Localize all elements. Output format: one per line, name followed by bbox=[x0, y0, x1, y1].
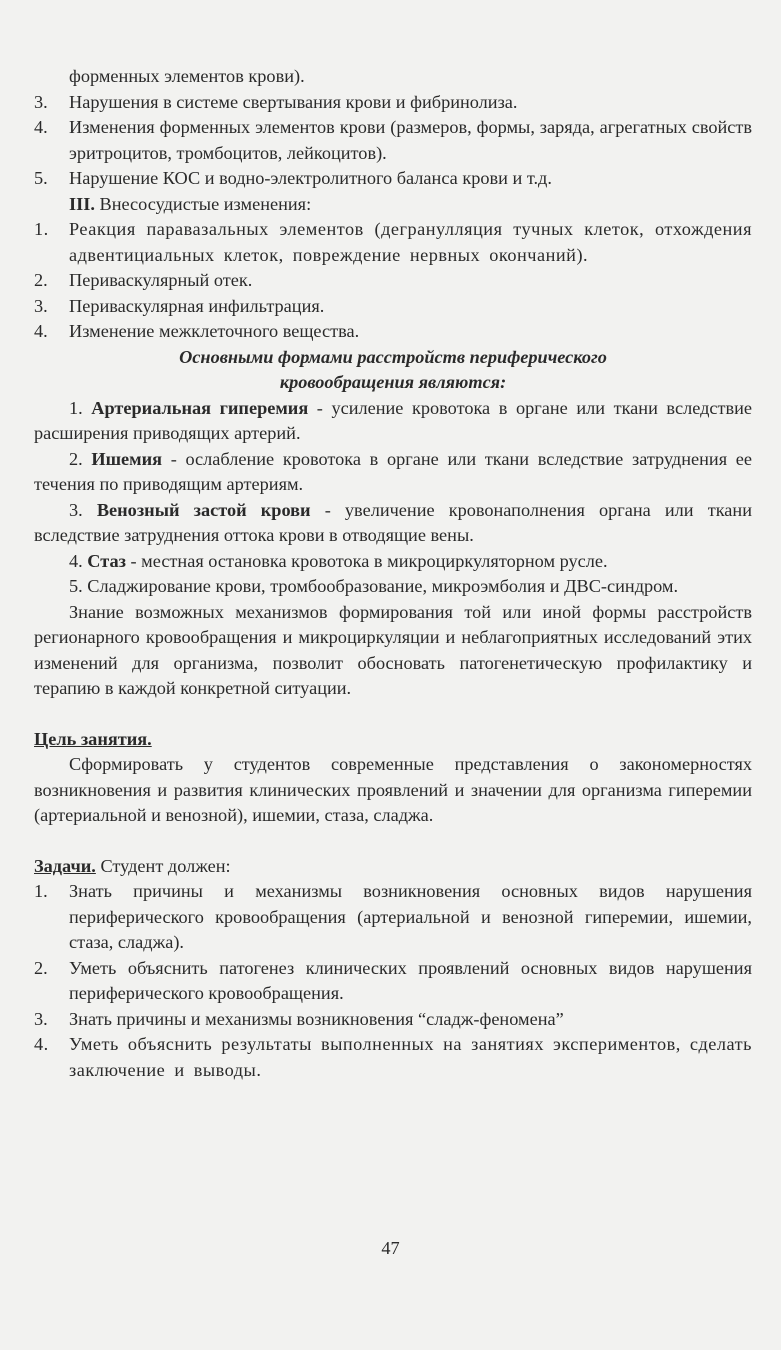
form-desc: - местная остановка кровотока в микроциркуляторном русле. bbox=[125, 550, 608, 571]
list-item bbox=[34, 115, 752, 166]
list-number: 2. bbox=[34, 957, 48, 978]
list-item bbox=[34, 294, 752, 320]
form-item bbox=[34, 498, 752, 549]
continuation-line: форменных элементов крови). bbox=[69, 66, 305, 86]
list-item bbox=[34, 166, 752, 192]
list-number: 1. bbox=[34, 219, 49, 239]
blood-changes-list bbox=[34, 90, 752, 192]
form-desc: - увеличение кровонаполнения органа или ткани вследствие затруднения оттока крови в отводящие вены. bbox=[34, 499, 752, 545]
goal-heading-text: Цель занятия. bbox=[34, 728, 152, 749]
list-number: 4. bbox=[34, 321, 48, 341]
list-item bbox=[34, 1007, 752, 1033]
tasks-heading-text: Задачи. bbox=[34, 855, 96, 876]
list-number: 5. bbox=[34, 168, 48, 188]
list-text: Периваскулярный отек. bbox=[69, 270, 253, 290]
form-item bbox=[34, 549, 752, 575]
forms-list bbox=[34, 396, 752, 600]
list-text: Изменения форменных элементов крови (размеров, формы, заряда, агрегатных свойств эритроцитов, тромбоцитов, лейкоцитов). bbox=[69, 117, 752, 163]
list-text: Изменение межклеточного вещества. bbox=[69, 321, 360, 341]
form-term: Венозный застой крови bbox=[96, 499, 311, 520]
list-number: 3. bbox=[34, 1008, 48, 1029]
list-item bbox=[34, 217, 752, 268]
extravascular-list bbox=[34, 217, 752, 345]
form-number: 4. bbox=[69, 550, 83, 571]
form-number: 2. bbox=[69, 448, 83, 469]
page-content bbox=[34, 64, 752, 1083]
list-number: 3. bbox=[34, 91, 48, 112]
list-item bbox=[34, 956, 752, 1007]
knowledge-paragraph: Знание возможных механизмов формирования той или иной формы расстройств регионарного кровообращения и микроциркуляции и неблагоприятных исследований этих изменений для организма, позволит обосновать патогенетическую профилактику и терапию в каждой конкретной ситуации. bbox=[34, 601, 752, 698]
list-text: Уметь объяснить результаты выполненных на занятиях экспериментов, сделать заключение и выводы. bbox=[69, 1034, 752, 1080]
form-term: Стаз bbox=[87, 550, 126, 571]
form-number: 3. bbox=[69, 499, 83, 520]
page-number: 47 bbox=[381, 1238, 400, 1258]
spacer bbox=[34, 829, 752, 854]
section-heading-extravascular bbox=[34, 192, 752, 218]
list-text: Знать причины и механизмы возникновения основных видов нарушения периферического кровообращения (артериальной и венозной гиперемии, ишемии, стаза, сладжа). bbox=[69, 881, 752, 952]
form-term: Артериальная гиперемия bbox=[91, 397, 309, 418]
section-title: Внесосудистые изменения: bbox=[99, 193, 312, 214]
list-text: Периваскулярная инфильтрация. bbox=[69, 295, 325, 316]
tasks-intro: Студент должен: bbox=[95, 855, 231, 876]
list-item bbox=[34, 1032, 752, 1083]
list-text: Нарушение КОС и водно-электролитного баланса крови и т.д. bbox=[69, 168, 552, 188]
list-item bbox=[34, 268, 752, 294]
tasks-list bbox=[34, 879, 752, 1083]
goal-heading bbox=[34, 727, 752, 753]
list-number: 1. bbox=[34, 881, 48, 901]
form-item bbox=[34, 396, 752, 447]
spacer bbox=[34, 702, 752, 727]
list-text: Нарушения в системе свертывания крови и фибринолиза. bbox=[69, 91, 518, 112]
list-number: 2. bbox=[34, 270, 48, 290]
roman-numeral: III. bbox=[69, 193, 95, 214]
form-desc: - ослабление кровотока в органе или ткани вследствие затруднения ее течения по приводящим артериям. bbox=[34, 448, 752, 494]
list-text: Реакция паравазальных элементов (дегранулляция тучных клеток, отхождения адвентициальных клеток, повреждение нервных окончаний). bbox=[69, 219, 752, 265]
form-item bbox=[34, 574, 752, 600]
goal-paragraph: Сформировать у студентов современные представления о закономерностях возникновения и развития клинических проявлений и значении для организма гиперемии (артериальной и венозной), ишемии, стаза, сладжа. bbox=[34, 754, 752, 825]
list-item bbox=[34, 879, 752, 956]
form-number: 1. bbox=[69, 397, 83, 418]
form-number: 5. bbox=[69, 576, 83, 596]
list-item bbox=[34, 319, 752, 345]
form-item bbox=[34, 447, 752, 498]
forms-heading-line-1: Основными формами расстройств периферического bbox=[179, 346, 607, 367]
list-text: Знать причины и механизмы возникновения “сладж-феномена” bbox=[69, 1008, 564, 1029]
form-desc: - усиление кровотока в органе или ткани вследствие расширения приводящих артерий. bbox=[34, 397, 752, 443]
form-term: Ишемия bbox=[91, 448, 163, 469]
list-number: 4. bbox=[34, 117, 48, 137]
list-number: 4. bbox=[34, 1034, 49, 1054]
list-item bbox=[34, 90, 752, 116]
forms-heading-line-2: кровообращения являются: bbox=[279, 372, 507, 392]
form-desc: Сладжирование крови, тромбообразование, микроэмболия и ДВС-синдром. bbox=[87, 576, 679, 596]
list-text: Уметь объяснить патогенез клинических проявлений основных видов нарушения периферического кровообращения. bbox=[69, 957, 752, 1003]
list-number: 3. bbox=[34, 295, 48, 316]
tasks-heading bbox=[34, 854, 752, 880]
